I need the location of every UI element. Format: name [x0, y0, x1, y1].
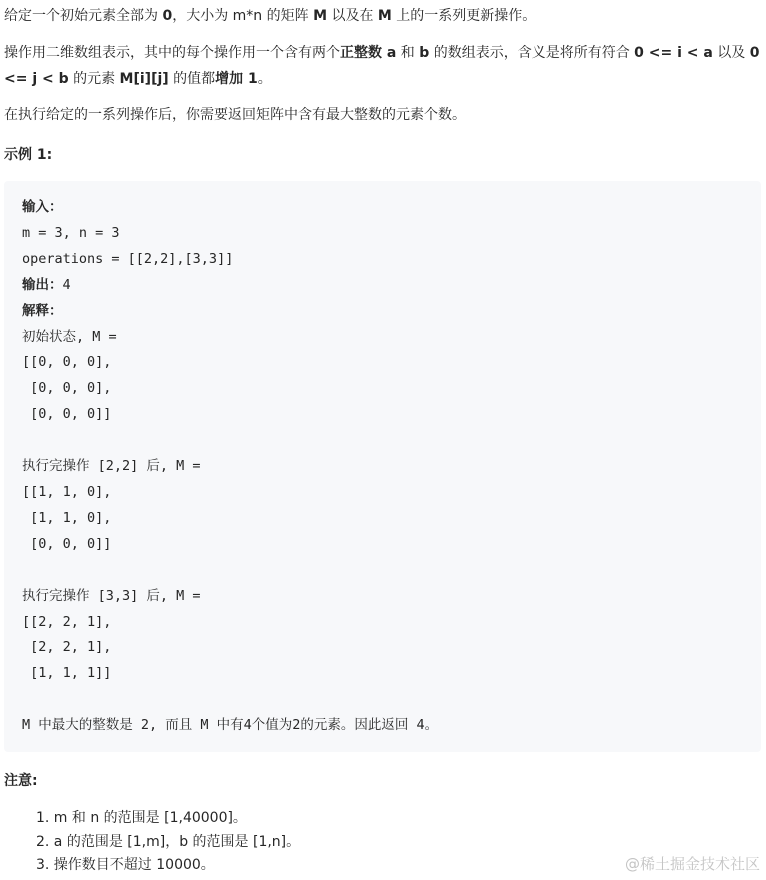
- code-text: [22, 432, 30, 448]
- notes-list: [36, 807, 300, 878]
- code-line: [22, 558, 438, 584]
- code-line: [22, 247, 438, 273]
- intro-text: 的元素: [68, 71, 120, 87]
- bold-b: b: [419, 45, 430, 61]
- code-text: [1, 1, 0],: [22, 509, 112, 526]
- example-code-block: [4, 181, 761, 752]
- intro-text: 以及在: [327, 8, 378, 24]
- intro-text: 上的一系列更新操作。: [391, 8, 537, 24]
- code-text: [22, 562, 30, 578]
- bold-matrix-name: M: [377, 8, 392, 24]
- code-label: 解释：: [22, 302, 63, 319]
- code-line: [22, 299, 438, 325]
- code-line: [22, 376, 438, 402]
- code-line: [22, 325, 438, 351]
- code-line: [22, 454, 438, 480]
- code-text: 执行完操作 [3,3] 后, M =: [22, 587, 201, 604]
- example-code: [22, 195, 438, 739]
- bold-element: M[i][j]: [119, 71, 169, 87]
- list-item: 1. m 和 n 的范围是 [1,40000]。: [36, 810, 247, 826]
- bold-matrix-name: M: [313, 8, 328, 24]
- code-line: [22, 687, 438, 713]
- intro-text: 。: [257, 71, 272, 87]
- code-text: m = 3, n = 3: [22, 224, 120, 241]
- code-text: 执行完操作 [2,2] 后, M =: [22, 458, 201, 475]
- list-item: 2. a 的范围是 [1,m]，b 的范围是 [1,n]。: [36, 833, 301, 850]
- code-line: [22, 635, 438, 661]
- intro-paragraph-2: [4, 40, 760, 92]
- intro-text: 给定一个初始元素全部为: [4, 8, 163, 24]
- code-line: [22, 610, 438, 636]
- code-text: [[0, 0, 0],: [22, 354, 112, 371]
- code-text: [22, 691, 30, 707]
- intro-text: 的值都: [168, 71, 216, 87]
- code-text: [0, 0, 0]]: [22, 535, 112, 552]
- intro-text: 和: [396, 45, 420, 61]
- intro-text: 的数组表示，含义是将所有符合: [429, 45, 635, 61]
- intro-paragraph-3: 在执行给定的一系列操作后，你需要返回矩阵中含有最大整数的元素个数。: [4, 107, 466, 123]
- intro-paragraph-1: [4, 3, 760, 29]
- code-line: [22, 221, 438, 247]
- code-line: [22, 713, 438, 739]
- bold-condition-j: 0 <= j < b: [4, 45, 760, 87]
- code-label: 输入：: [22, 199, 63, 215]
- bold-positive-int: 正整数 a: [340, 45, 397, 61]
- code-line: [22, 584, 438, 610]
- code-text: 4: [62, 276, 71, 293]
- code-line: [22, 350, 438, 376]
- code-text: [0, 0, 0],: [22, 380, 112, 397]
- code-line: [22, 532, 438, 558]
- example-heading: 示例 1:: [4, 147, 53, 163]
- code-line: [22, 195, 438, 221]
- code-line: [22, 402, 438, 428]
- intro-text: 操作用二维数组表示，其中的每个操作用一个含有两个: [4, 45, 340, 61]
- intro-text: 以及: [712, 45, 750, 61]
- code-line: [22, 661, 438, 687]
- code-line: [22, 506, 438, 532]
- code-text: [1, 1, 1]]: [22, 665, 112, 682]
- watermark: @稀土掘金技术社区: [624, 855, 760, 873]
- notes-heading: 注意:: [4, 773, 38, 789]
- code-line: [22, 428, 438, 454]
- code-text: operations = [[2,2],[3,3]]: [22, 250, 234, 267]
- code-line: [22, 480, 438, 506]
- code-text: [2, 2, 1],: [22, 639, 112, 656]
- bold-increment: 增加 1: [215, 71, 258, 87]
- intro-text: ，大小为 m*n 的矩阵: [172, 8, 314, 24]
- code-text: [[1, 1, 0],: [22, 483, 112, 500]
- code-label: 输出：: [22, 276, 63, 293]
- code-text: [[2, 2, 1],: [22, 613, 112, 630]
- code-text: M 中最大的整数是 2, 而且 M 中有4个值为2的元素。因此返回 4。: [22, 717, 439, 734]
- code-text: 初始状态, M =: [22, 328, 117, 345]
- list-item: 3. 操作数目不超过 10000。: [36, 857, 215, 873]
- bold-condition-i: 0 <= i < a: [634, 45, 713, 61]
- bold-zero: 0: [162, 8, 173, 24]
- code-text: [0, 0, 0]]: [22, 406, 112, 423]
- code-line: [22, 273, 438, 299]
